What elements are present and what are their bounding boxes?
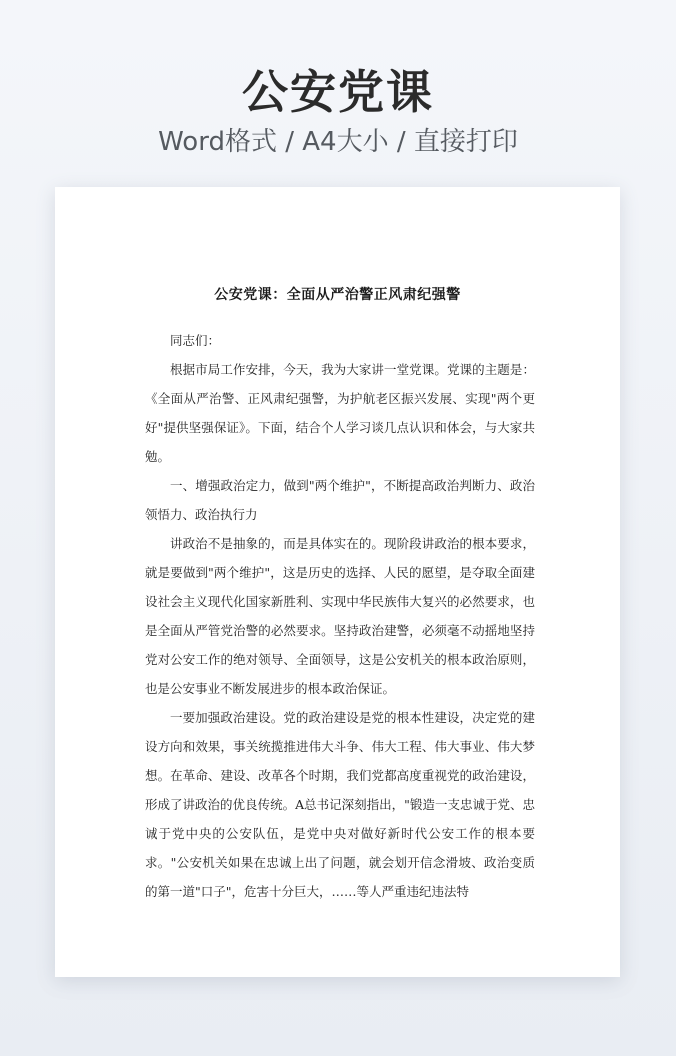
section-heading-1: 一、增强政治定力，做到"两个维护"，不断提高政治判断力、政治领悟力、政治执行力 [145, 478, 535, 522]
page-title: 公安党课 [242, 65, 434, 119]
page-subtitle: Word格式 / A4大小 / 直接打印 [158, 127, 518, 157]
body-paragraph: 讲政治不是抽象的，而是具体实在的。现阶段讲政治的根本要求，就是要做到"两个维护"，这是历史的选择、人民的愿望，是夺取全面建设社会主义现代化国家新胜利、实现中华民族伟大复兴的必然要求，也是全面从严管党治警的必然要求。坚持政治建警，必须毫不动摇地坚持党对公安工作的绝对领导、全面领导，这是公安机关的根本政治原则，也是公安事业不断发展进步的根本政治保证。 [145, 536, 535, 696]
salutation-paragraph: 同志们： [170, 333, 221, 348]
document-page [55, 187, 620, 977]
document-title: 公安党课：全面从严治警正风肃纪强警 [214, 287, 461, 303]
document-body [145, 326, 535, 906]
body-paragraph: 一要加强政治建设。党的政治建设是党的根本性建设，决定党的建设方向和效果，事关统揽推进伟大斗争、伟大工程、伟大事业、伟大梦想。在革命、建设、改革各个时期，我们党都高度重视党的政治建设，形成了讲政治的优良传统。A总书记深刻指出，"锻造一支忠诚于党、忠诚于党中央的公安队伍，是党中央对做好新时代公安工作的根本要求。"公安机关如果在忠诚上出了问题，就会划开信念滑坡、政治变质的第一道"口子"，危害十分巨大，……等人严重违纪违法特 [145, 710, 535, 899]
intro-paragraph: 根据市局工作安排，今天，我为大家讲一堂党课。党课的主题是：《全面从严治警、正风肃纪强警，为护航老区振兴发展、实现"两个更好"提供坚强保证》。下面，结合个人学习谈几点认识和体会，与大家共勉。 [145, 362, 535, 464]
page-header [0, 62, 676, 160]
